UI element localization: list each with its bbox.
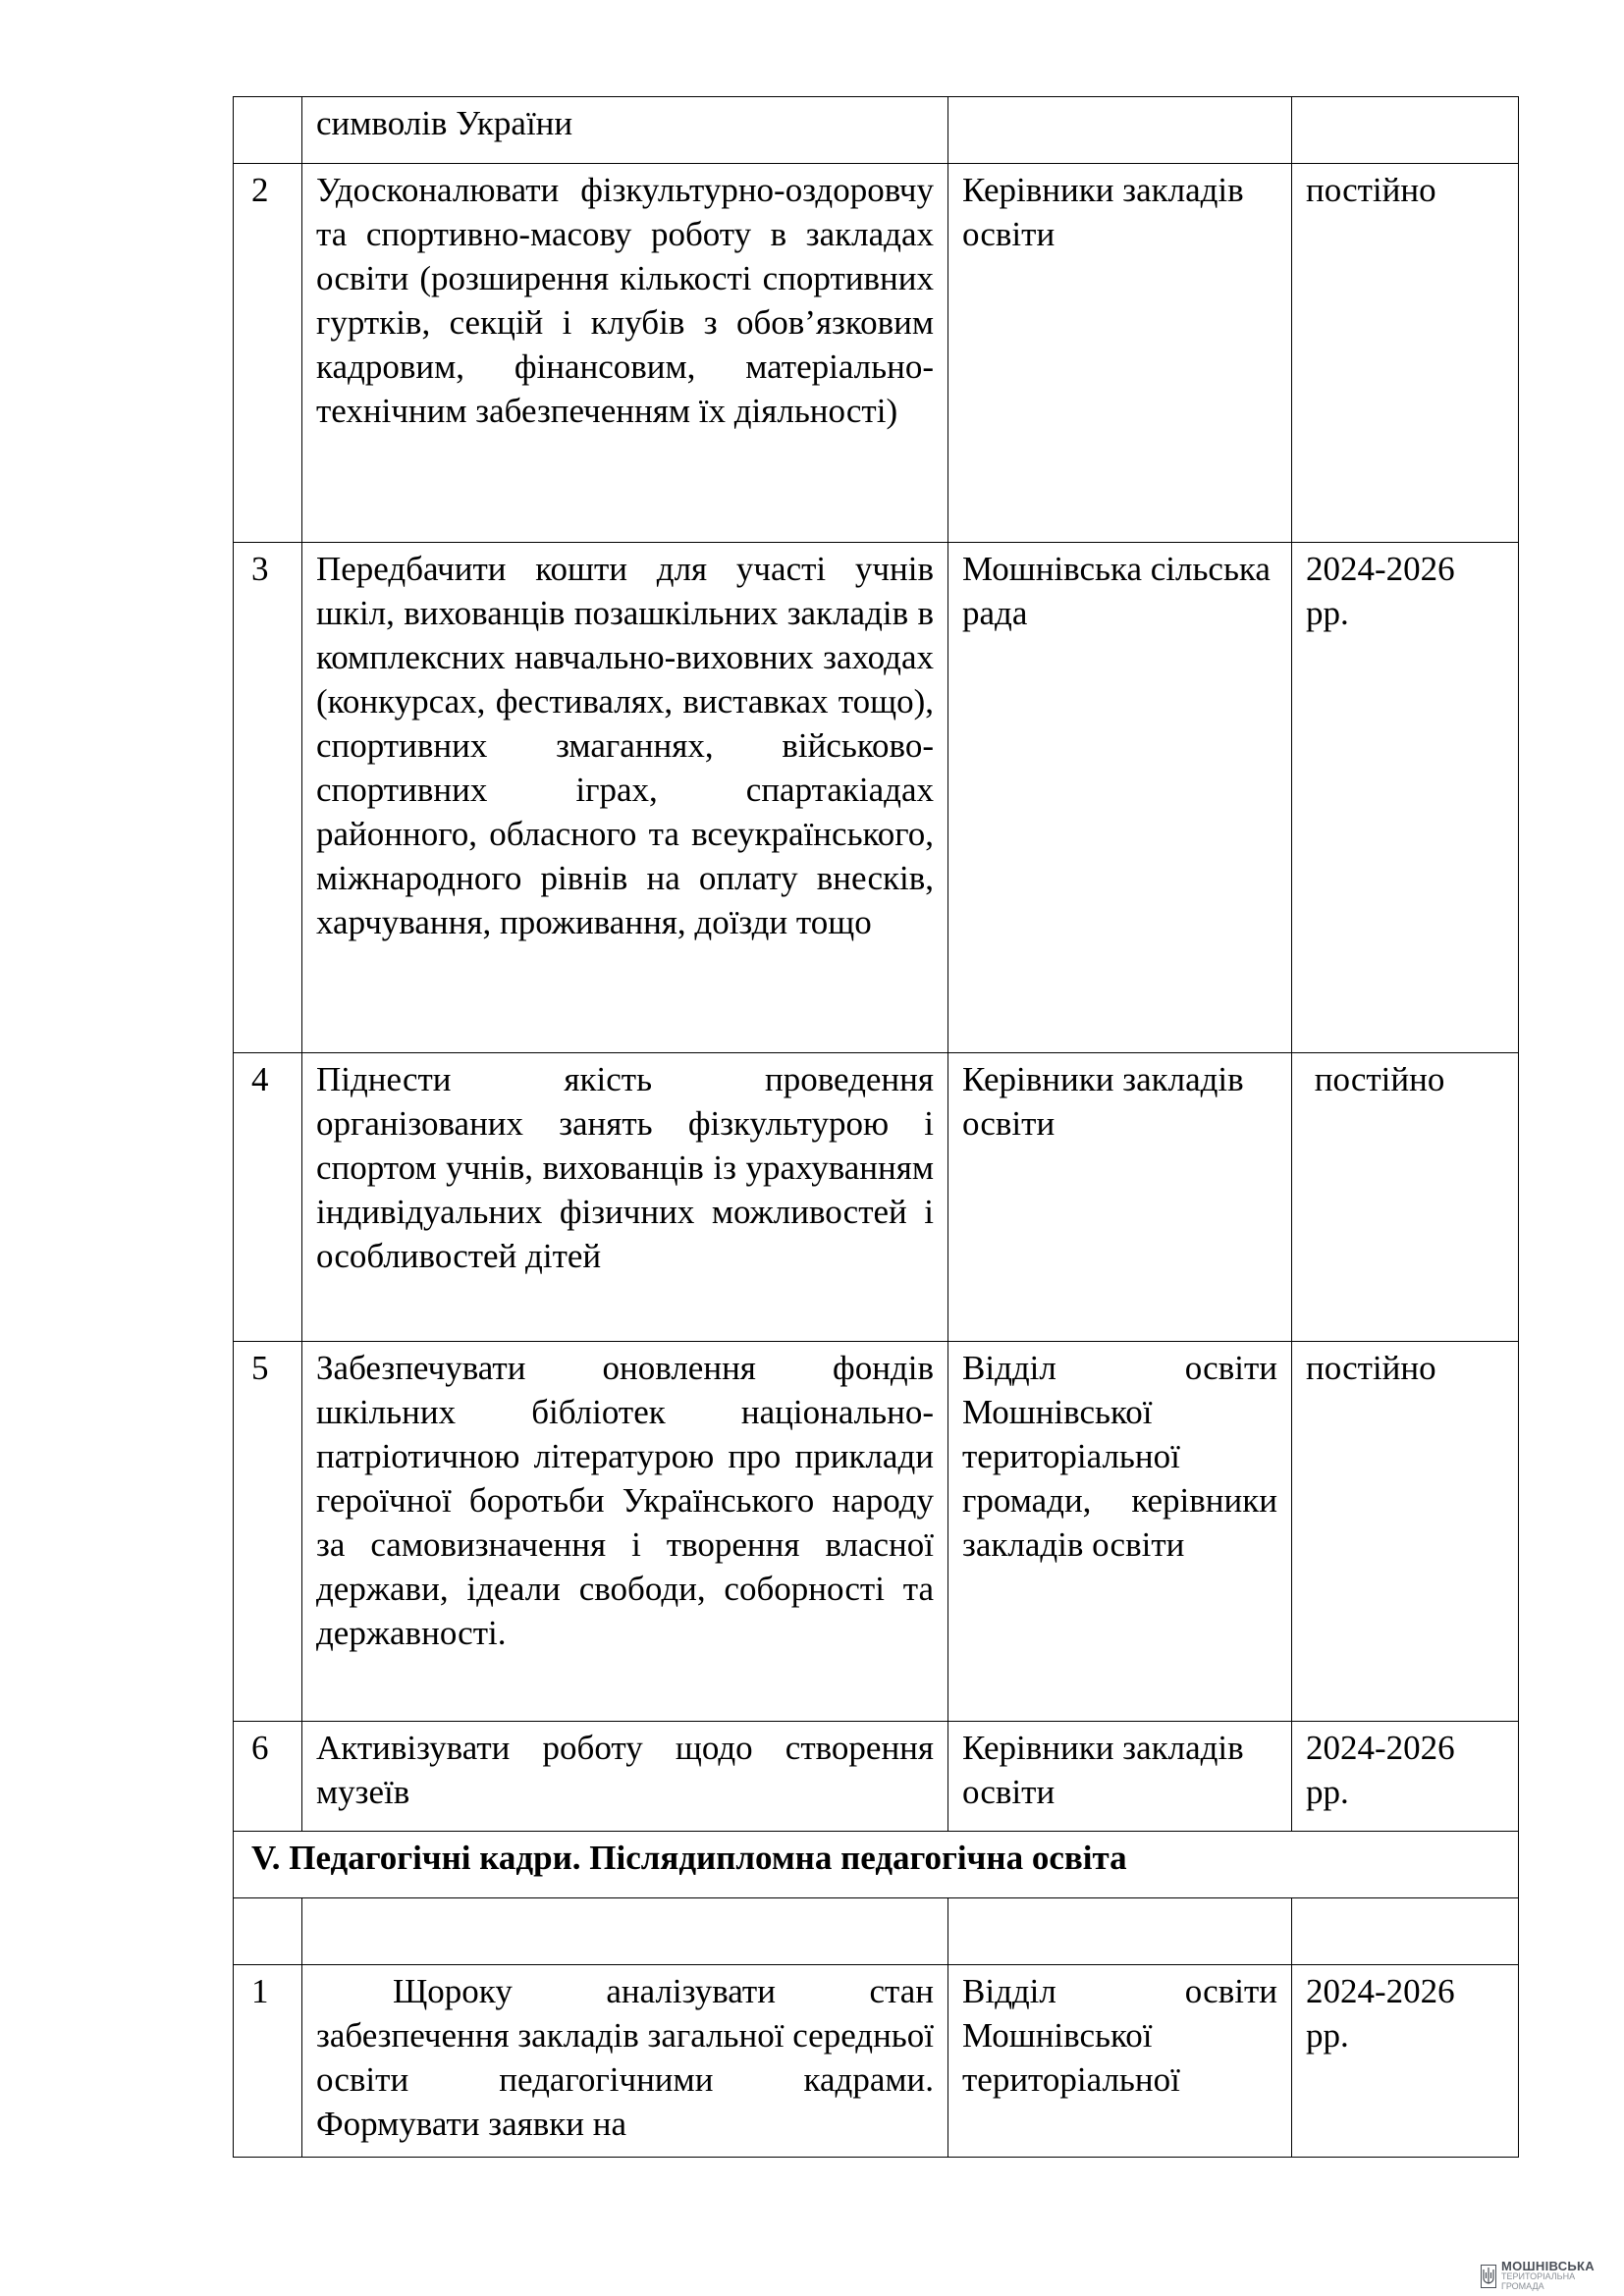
empty-cell [234,1898,302,1965]
row-number [234,97,302,164]
empty-cell [948,1898,1292,1965]
table-row [234,164,1519,543]
table-row [234,543,1519,1053]
activity-cell [302,1965,948,2158]
table-row [234,1342,1519,1722]
activity-cell: Забезпечувати оновлення фондів шкільних бібліотек національно-патріотичною літературою про приклади героїчної боротьби Українського народу за самовизначення і творення власної держави, ідеали свободи, соборності та державності. [302,1342,948,1722]
activity-cell: Піднести якість проведення організованих занять фізкультурою і спортом учнів, вихованців із урахуванням індивідуальних фізичних можливостей і особливостей дітей [302,1053,948,1342]
table-row [234,1053,1519,1342]
trident-icon [1481,2265,1496,2288]
activity-text: Щороку аналізувати стан забезпечення закладів загальної середньої освіти педагогічними кадрами. Формувати заявки на [316,1972,934,2143]
term-cell: постійно [1292,1342,1519,1722]
section-header-row [234,1832,1519,1898]
logo-title: МОШНІВСЬКА [1501,2259,1595,2273]
row-number: 1 [234,1965,302,2158]
empty-cell [302,1898,948,1965]
term-cell: 2024-2026 рр. [1292,543,1519,1053]
responsible-cell: Керівники закладів освіти [948,1722,1292,1832]
community-logo [1481,2259,1595,2291]
responsible-cell [948,97,1292,164]
document-table [233,96,1519,2158]
activity-cell: символів України [302,97,948,164]
logo-text [1501,2259,1595,2291]
table-row [234,1965,1519,2158]
table-row [234,97,1519,164]
logo-subtitle: ТЕРИТОРІАЛЬНА ГРОМАДА [1501,2271,1576,2291]
responsible-cell: Мошнівська сільська рада [948,543,1292,1053]
row-number: 3 [234,543,302,1053]
activity-cell: Передбачити кошти для участі учнів шкіл, вихованців позашкільних закладів в комплексних навчально-виховних заходах (конкурсах, фестивалях, виставках тощо), спортивних змаганнях, військово-спортивних іграх, спартакіадах районного, обласного та всеукраїнського, міжнародного рівнів на оплату внесків, харчування, проживання, доїзди тощо [302,543,948,1053]
term-cell: постійно [1292,164,1519,543]
row-number: 2 [234,164,302,543]
term-cell: 2024-2026 рр. [1292,1965,1519,2158]
empty-cell [1292,1898,1519,1965]
table-row [234,1722,1519,1832]
responsible-cell: Відділ освіти Мошнівської територіальної [948,1965,1292,2158]
responsible-cell: Керівники закладів освіти [948,1053,1292,1342]
section-title: V. Педагогічні кадри. Післядипломна педагогічна освіта [234,1832,1519,1898]
responsible-cell: Керівники закладів освіти [948,164,1292,543]
term-cell: постійно [1292,1053,1519,1342]
activity-cell: Удосконалювати фізкультурно-оздоровчу та спортивно-масову роботу в закладах освіти (розширення кількості спортивних гуртків, секцій і клубів з обов’язковим кадровим, фінансовим, матеріально-технічним забезпеченням їх діяльності) [302,164,948,543]
term-cell: 2024-2026 рр. [1292,1722,1519,1832]
empty-row [234,1898,1519,1965]
activity-cell: Активізувати роботу щодо створення музеїв [302,1722,948,1832]
row-number: 4 [234,1053,302,1342]
row-number: 6 [234,1722,302,1832]
responsible-cell: Відділ освіти Мошнівської територіальної громади, керівники закладів освіти [948,1342,1292,1722]
row-number: 5 [234,1342,302,1722]
term-cell [1292,97,1519,164]
